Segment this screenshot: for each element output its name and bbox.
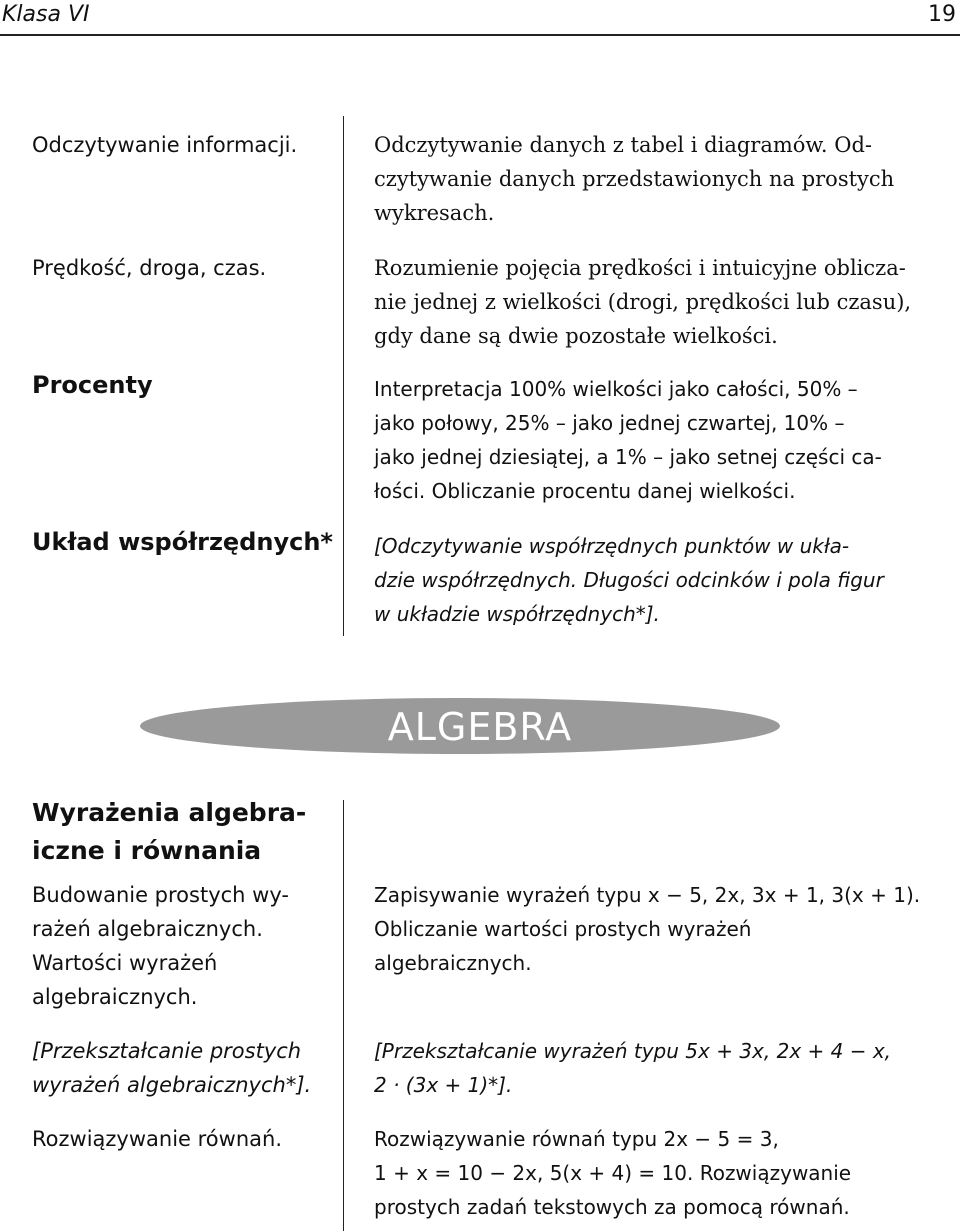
text-line: Wartości wyrażeń <box>32 951 218 975</box>
text-line: 2 · (3x + 1)*]. <box>374 1073 513 1097</box>
content-procenty <box>374 372 944 508</box>
class-label: Klasa VI <box>2 2 90 27</box>
topic-odczytywanie-informacji: Odczytywanie informacji. <box>32 133 298 157</box>
text-line: dzie współrzędnych. Długości odcinków i pola figur <box>374 568 884 592</box>
content-rozwiazywanie-rownan <box>374 1122 944 1224</box>
topic-przeksztalcanie-wyrazen <box>32 1034 332 1102</box>
text-line: gdy dane są dwie pozostałe wielkości. <box>374 324 778 348</box>
text-line: Obliczanie wartości prostych wyrażeń <box>374 917 752 941</box>
text-line: w układzie współrzędnych*]. <box>374 602 660 626</box>
text-line: [Przekształcanie prostych <box>32 1039 302 1063</box>
text-line: łości. Obliczanie procentu danej wielkości. <box>374 479 796 503</box>
text-line: prostych zadań tekstowych za pomocą równań. <box>374 1195 850 1219</box>
text-line: wykresach. <box>374 201 495 225</box>
text-line: czytywanie danych przedstawionych na prostych <box>374 167 895 191</box>
text-line: Rozwiązywanie równań typu 2x − 5 = 3, <box>374 1127 779 1151</box>
heading-line: iczne i równania <box>32 836 262 865</box>
text-line: jako jednej dziesiątej, a 1% – jako setnej części ca- <box>374 445 882 469</box>
text-line: Budowanie prostych wy- <box>32 883 289 907</box>
heading-procenty: Procenty <box>32 371 153 399</box>
text-line: Rozumienie pojęcia prędkości i intuicyjne oblicza- <box>374 256 906 280</box>
column-divider-top <box>343 116 344 636</box>
text-line: Zapisywanie wyrażeń typu x − 5, 2x, 3x + 1, 3(x + 1). <box>374 883 921 907</box>
heading-line: Wyrażenia algebra- <box>32 798 307 827</box>
column-divider-bottom <box>343 800 344 1231</box>
banner-label: ALGEBRA <box>387 705 573 749</box>
content-odczytywanie-informacji <box>374 128 944 230</box>
topic-budowanie-wyrazen <box>32 878 332 1014</box>
text-line: 1 + x = 10 − 2x, 5(x + 4) = 10. Rozwiązywanie <box>374 1161 852 1185</box>
content-predkosc-droga-czas <box>374 251 944 353</box>
text-line: rażeń algebraicznych. <box>32 917 263 941</box>
text-line: Rozwiązywanie równań. <box>32 1127 282 1151</box>
text-line: [Przekształcanie wyrażeń typu 5x + 3x, 2x + 4 − x, <box>374 1039 892 1063</box>
text-line: Odczytywanie danych z tabel i diagramów. Od- <box>374 133 872 157</box>
text-line: Interpretacja 100% wielkości jako całości, 50% – <box>374 377 858 401</box>
text-line: jako połowy, 25% – jako jednej czwartej, 10% – <box>374 411 845 435</box>
heading-wyrazenia-algebraiczne <box>32 794 306 870</box>
content-zapisywanie-wyrazen <box>374 878 944 980</box>
content-przeksztalcanie-wyrazen <box>374 1034 944 1102</box>
page-header <box>0 0 960 36</box>
text-line: algebraicznych. <box>32 985 198 1009</box>
heading-uklad-wspolrzednych: Układ współrzędnych* <box>32 528 333 556</box>
topic-rozwiazywanie-rownan <box>32 1122 332 1156</box>
page-number: 19 <box>928 2 956 27</box>
text-line: nie jednej z wielkości (drogi, prędkości lub czasu), <box>374 290 912 314</box>
text-line: algebraicznych. <box>374 951 532 975</box>
text-line: [Odczytywanie współrzędnych punktów w ukła- <box>374 534 850 558</box>
topic-predkosc-droga-czas: Prędkość, droga, czas. <box>32 256 267 280</box>
text-line: wyrażeń algebraicznych*]. <box>32 1073 312 1097</box>
content-uklad-wspolrzednych <box>374 529 944 631</box>
